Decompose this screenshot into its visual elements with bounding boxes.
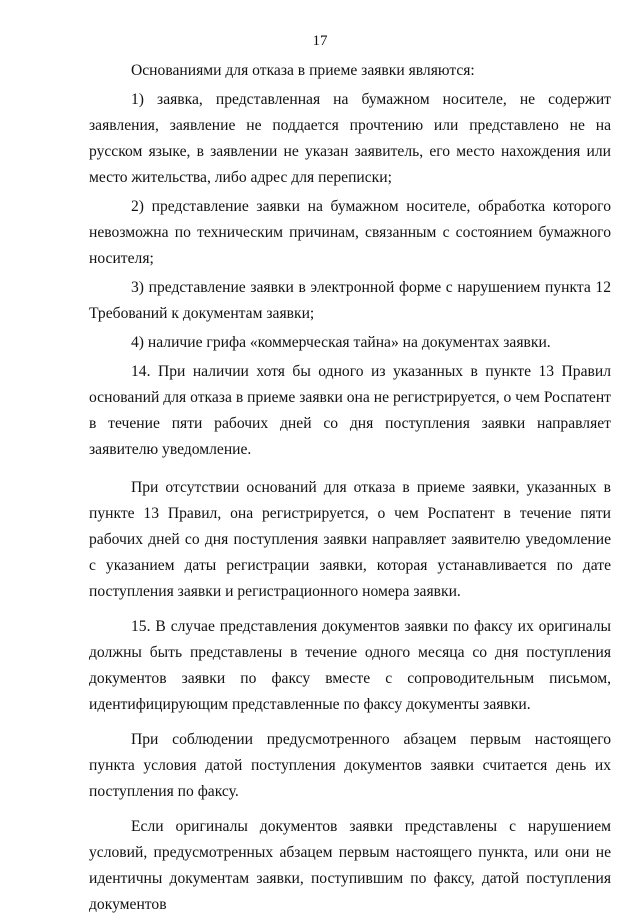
paragraph-section-15: 15. В случае представления документов заявки по факсу их оригиналы должны быть представлены в течение одного месяца со дня поступления документов заявки по факсу вместе с сопроводительным письмом, идентифицирующим представленные по факсу документы заявки. [89,618,611,713]
paragraph-section-14: 14. При наличии хотя бы одного из указанных в пункте 13 Правил оснований для отказа в приеме заявки она не регистрируется, о чем Роспатент в течение пяти рабочих дней со дня поступления заявки направляет заявителю уведомление. [89,363,611,458]
page-number: 17 [312,33,328,49]
document-body [89,58,611,918]
paragraph-item-1: 1) заявка, представленная на бумажном носителе, не содержит заявления, заявление не поддается прочтению или представлено не на русском языке, в заявлении не указан заявитель, его место нахождения или место жительства, либо адрес для переписки; [89,91,611,186]
paragraph-fax-date-condition: При соблюдении предусмотренного абзацем первым настоящего пункта условия датой поступления документов заявки считается день их поступления по факсу. [89,731,611,800]
paragraph-refusal-grounds-intro: Основаниями для отказа в приеме заявки являются: [131,62,475,79]
paragraph-registration: При отсутствии оснований для отказа в приеме заявки, указанных в пункте 13 Правил, она регистрируется, о чем Роспатент в течение пяти рабочих дней со дня поступления заявки направляет заявителю уведомление с указанием даты регистрации заявки, которая устанавливается по дате поступления заявки и регистрационного номера заявки. [89,479,611,600]
paragraph-item-3: 3) представление заявки в электронной форме с нарушением пункта 12 Требований к документам заявки; [89,279,611,322]
paragraph-item-4: 4) наличие грифа «коммерческая тайна» на документах заявки. [131,334,551,351]
paragraph-item-2: 2) представление заявки на бумажном носителе, обработка которого невозможна по техническим причинам, связанным с состоянием бумажного носителя; [89,198,611,267]
paragraph-originals-violation: Если оригиналы документов заявки представлены с нарушением условий, предусмотренных абзацем первым настоящего пункта, или они не идентичны документам заявки, поступившим по факсу, датой поступления документов [89,818,611,913]
